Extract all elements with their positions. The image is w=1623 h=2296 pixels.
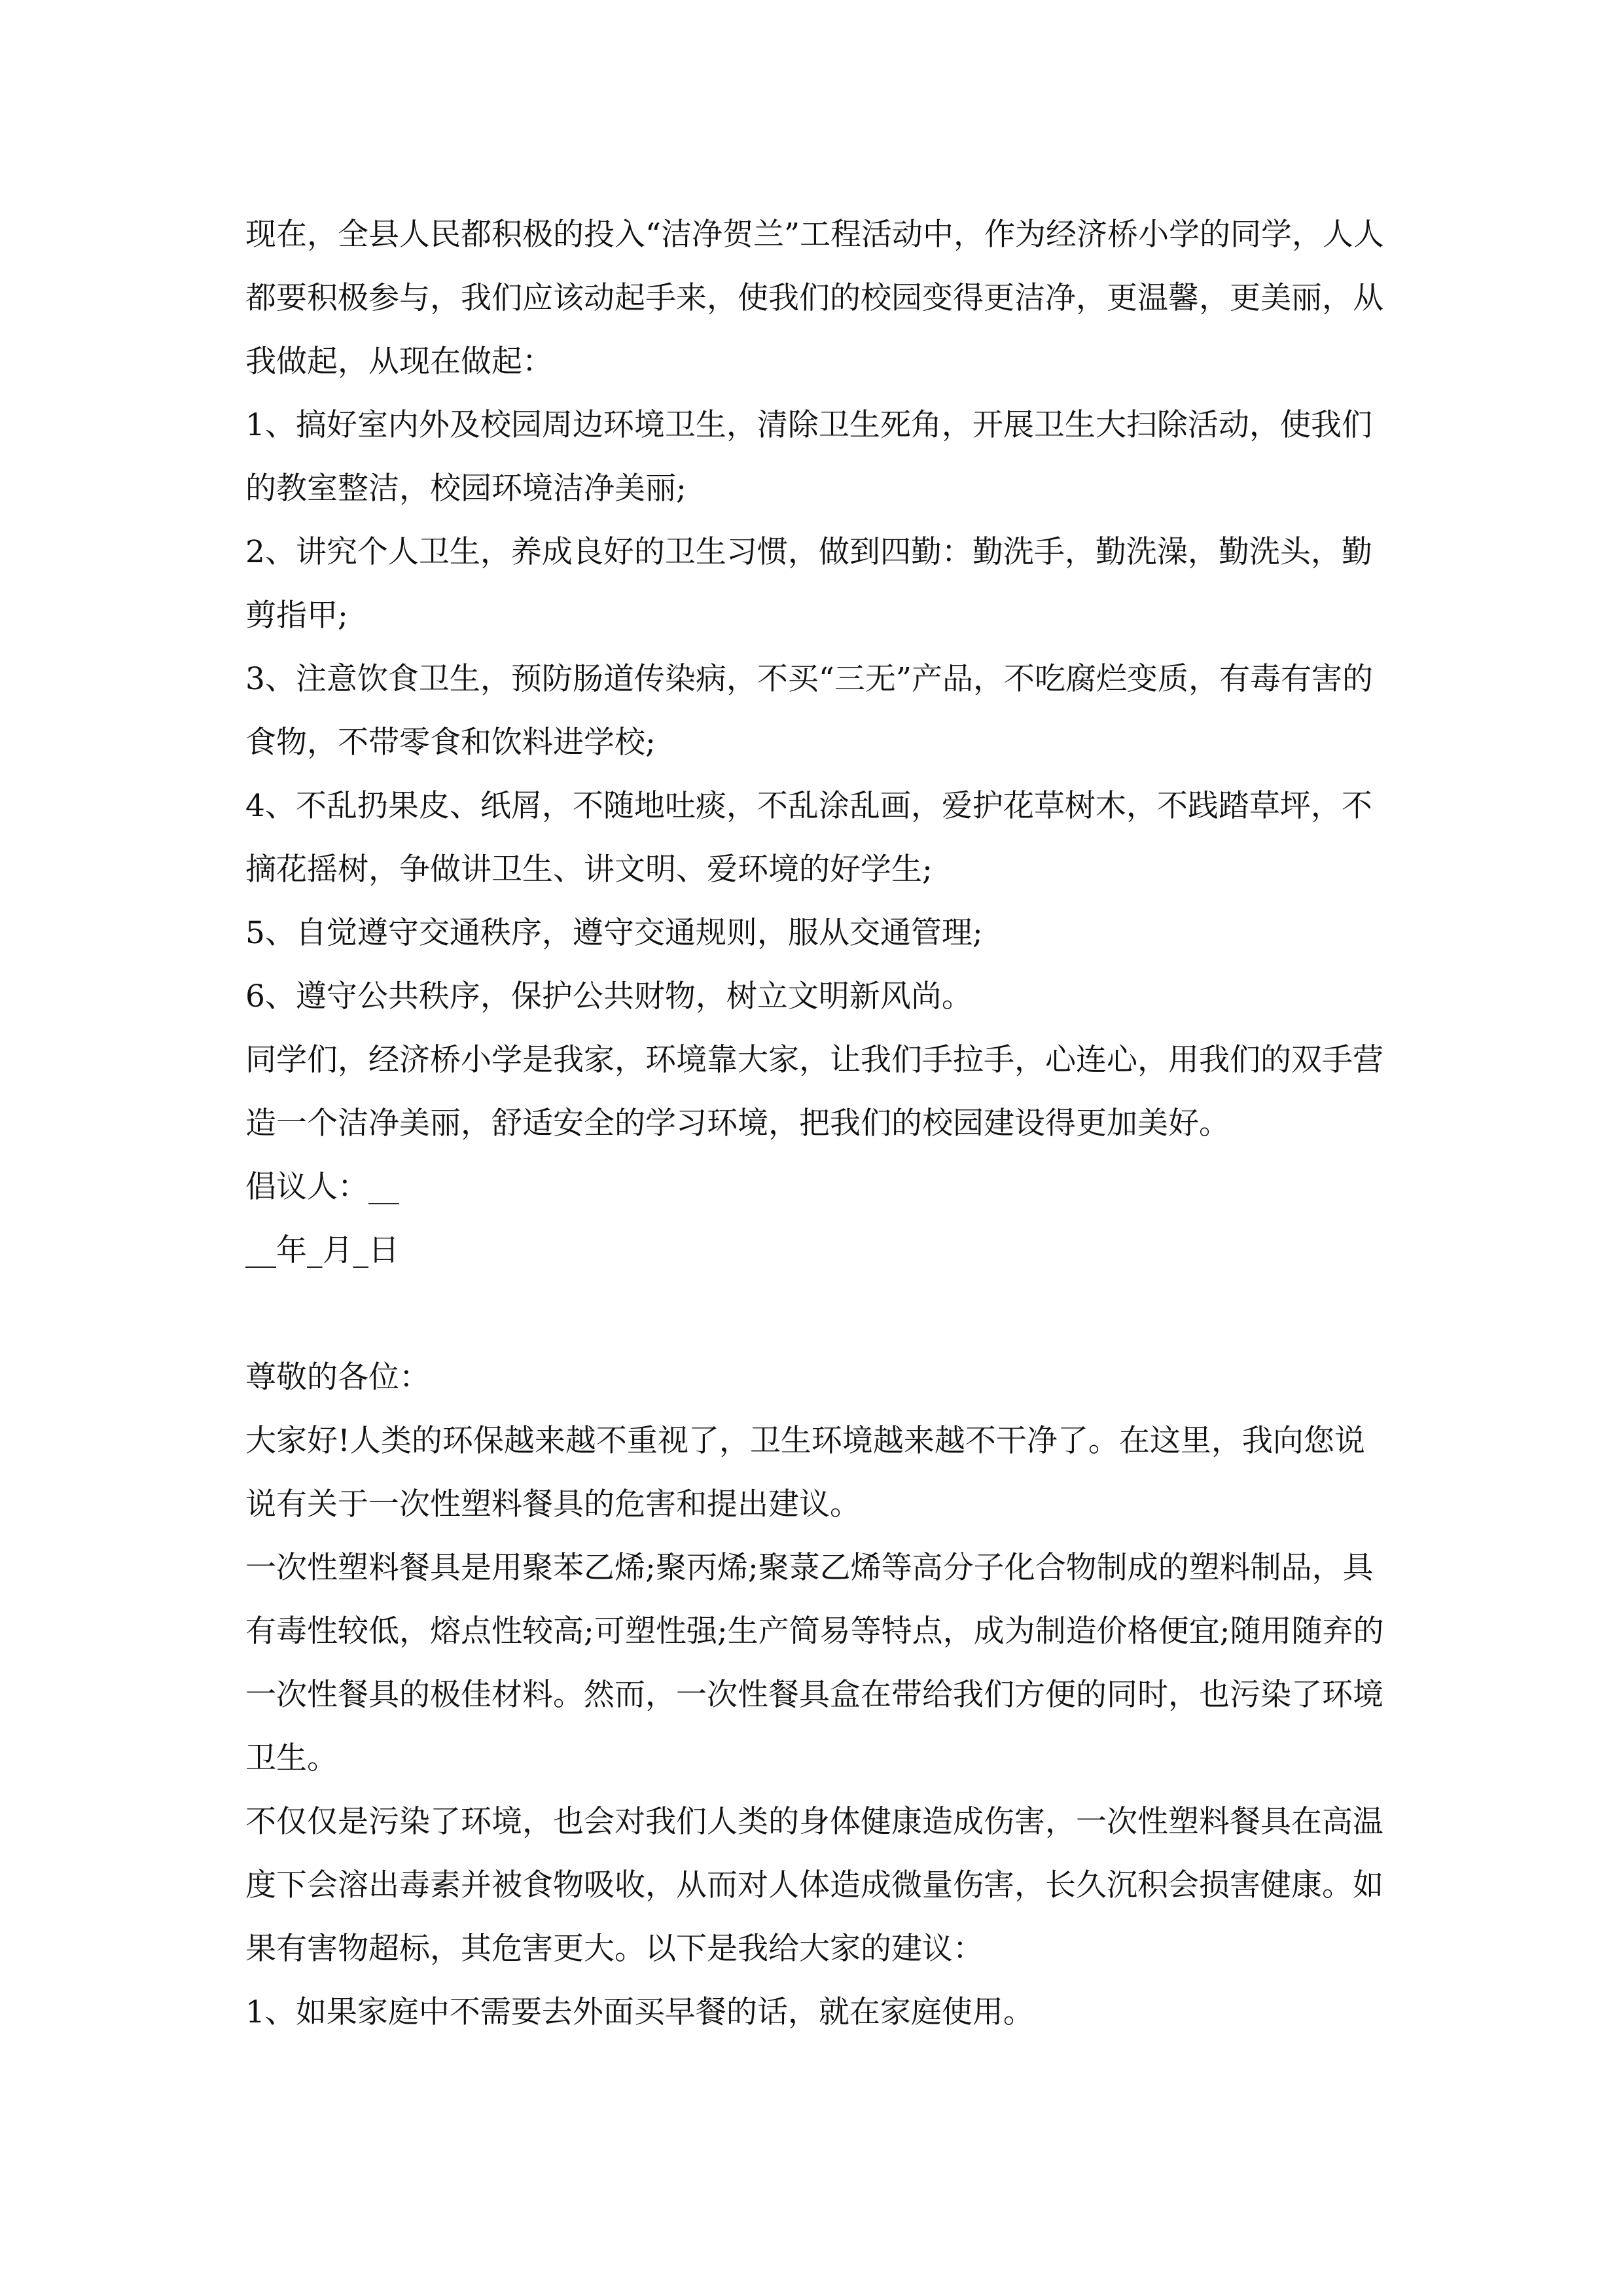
signature-line: 倡议人：__ [245,1169,399,1205]
paragraph: 不仅仅是污染了环境，也会对我们人类的身体健康造成伤害，一次性塑料餐具在高温度下会溶出毒素并被食物吸收，从而对人体造成微量伤害，长久沉积会损害健康。如果有害物超标，其危害更大。以下是我给大家的建议： [245,1804,1383,1967]
section1-intro: 现在，全县人民都积极的投入“洁净贺兰”工程活动中，作为经济桥小学的同学，人人都要积极参与，我们应该动起手来，使我们的校园变得更洁净，更温馨，更美丽，从我做起，从现在做起： [245,217,1385,380]
paragraph: 大家好!人类的环保越来越不重视了，卫生环境越来越不干净了。在这里，我向您说说有关于一次性塑料餐具的危害和提出建议。 [245,1423,1365,1522]
list-item: 6、遵守公共秩序，保护公共财物，树立文明新风尚。 [245,978,972,1014]
paragraph: 1、如果家庭中不需要去外面买早餐的话，就在家庭使用。 [245,1994,1034,2030]
greeting: 尊敬的各位： [245,1359,430,1395]
document-body [245,203,1394,2044]
section-gap [245,1282,1394,1346]
date-line: __年_月_日 [245,1232,399,1268]
list-item: 2、讲究个人卫生，养成良好的卫生习惯，做到四勤：勤洗手，勤洗澡，勤洗头，勤剪指甲; [245,534,1372,634]
section1-closing: 同学们，经济桥小学是我家，环境靠大家，让我们手拉手，心连心，用我们的双手营造一个洁净美丽，舒适安全的学习环境，把我们的校园建设得更加美好。 [245,1042,1383,1141]
paragraph: 一次性塑料餐具是用聚苯乙烯;聚丙烯;聚菉乙烯等高分子化合物制成的塑料制品，具有毒性较低，熔点性较高;可塑性强;生产简易等特点，成为制造价格便宜;随用随弃的一次性餐具的极佳材料。然而，一次性餐具盒在带给我们方便的同时，也污染了环境卫生。 [245,1550,1384,1776]
list-item: 4、不乱扔果皮、纸屑，不随地吐痰，不乱涂乱画，爱护花草树木，不践踏草坪，不摘花摇树，争做讲卫生、讲文明、爱环境的好学生; [245,788,1372,888]
list-item: 1、搞好室内外及校园周边环境卫生，清除卫生死角，开展卫生大扫除活动，使我们的教室整洁，校园环境洁净美丽; [245,407,1372,507]
list-item: 3、注意饮食卫生，预防肠道传染病，不买“三无”产品，不吃腐烂变质，有毒有害的食物，不带零食和饮料进学校; [245,661,1373,761]
list-item: 5、自觉遵守交通秩序，遵守交通规则，服从交通管理; [245,915,983,951]
